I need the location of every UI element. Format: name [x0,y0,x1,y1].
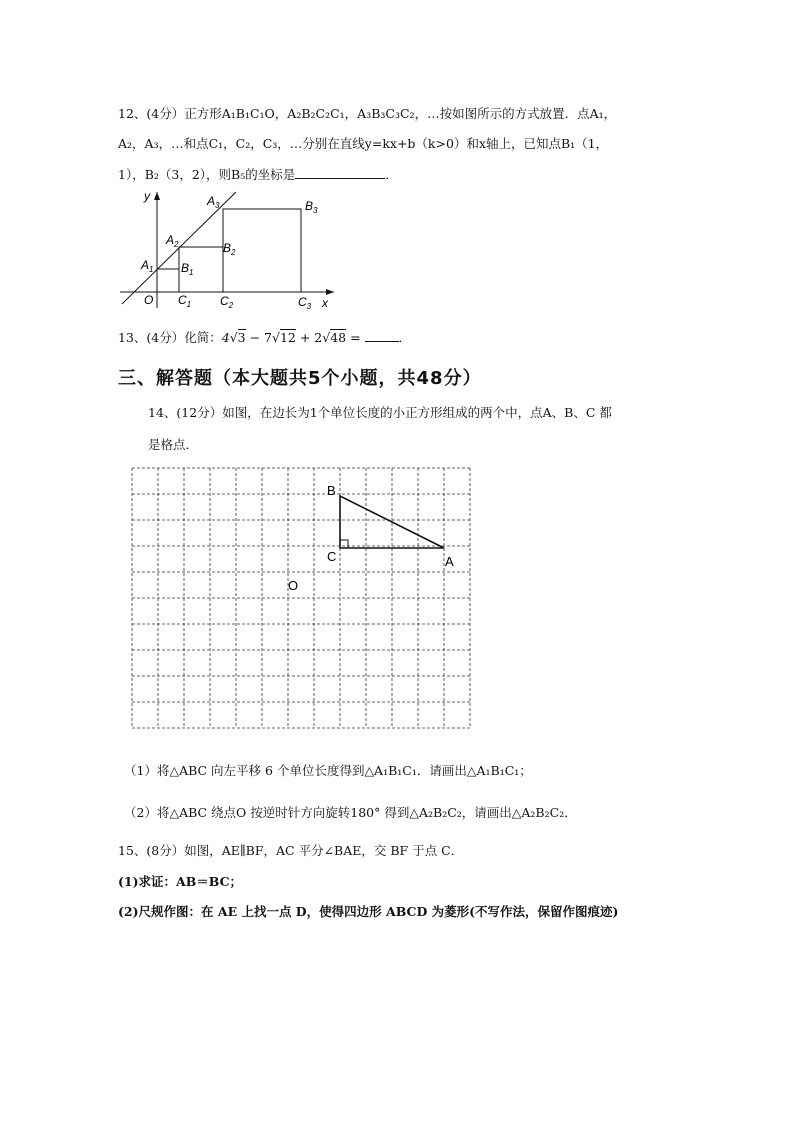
q13-radicand-b: 12 [279,330,296,345]
q12-c1-letter: C [178,293,187,307]
q12-b3-sub: 3 [313,206,318,215]
q14-part-2: （2）将△ABC 绕点O 按逆时针方向旋转180° 得到△A₂B₂C₂，请画出△A₂B₂C₂． [124,805,577,820]
q12-c3-letter: C [298,295,307,309]
q12-a3-label [206,194,220,210]
q14-grid-lines [132,468,470,728]
q12-c3-sub: 3 [306,302,312,311]
q12-c1-label [178,293,191,309]
q12-a2-letter: A [166,233,175,247]
q12-b1-letter: B [181,261,190,275]
section-heading: 三、解答题（本大题共5个小题，共48分） [118,368,482,389]
q13-equals: = [346,330,365,345]
q12-c2-letter: C [220,294,229,308]
q12-line-3-end: ． [385,167,398,182]
q14-part-1: （1）将△ABC 向左平移 6 个单位长度得到△A₁B₁C₁．请画出△A₁B₁C₁； [124,763,532,778]
q15-line-1: 15、(8分）如图，AE∥BF，AC 平分∠BAE，交 BF 于点 C． [118,843,464,858]
q14-right-angle-mark [340,540,348,548]
q12-answer-blank[interactable] [295,166,385,179]
q13-answer-blank[interactable] [365,329,399,342]
q13-radicand-a: 3 [237,330,246,345]
q12-c1-sub: 1 [186,300,192,309]
q13-coef-c: + 2 [295,330,323,345]
q13-prefix: 13、(4分）化简： [118,330,222,345]
q12-b1-sub: 1 [189,268,194,277]
q13-radicand-c: 48 [330,330,347,345]
q12-a1-letter: A [141,258,150,272]
q14-label-c: C [327,549,337,564]
q12-b2-letter: B [223,241,232,255]
q12-b1-label [181,261,193,277]
q12-origin-label: O [144,293,154,307]
q13-coef-a: 4 [221,330,230,345]
q12-line-3-text: 1），B₂（3，2），则B₅的坐标是 [118,167,296,182]
q13-line: 13、(4分）化简：4√3 − 7√12 + 2√48 = ． [118,330,412,345]
q12-line-3 [118,166,398,183]
q14-label-a: A [445,554,454,569]
q12-line-1: 12、(4分）正方形A₁B₁C₁O，A₂B₂C₂C₁，A₃B₃C₃C₂，…按如图所示的方式放置．点A₁， [118,106,617,121]
q13-coef-b: − 7 [245,330,272,345]
q15-line-3: (2)尺规作图：在 AE 上找一点 D，使得四边形 ABCD 为菱形(不写作法，保留作图痕迹) [118,904,619,919]
q15-line-2: (1)求证：AB＝BC； [118,874,243,889]
q14-line-2: 是格点． [148,437,199,452]
q12-a3-letter: A [207,194,216,208]
q14-grid-figure [128,464,472,738]
q12-a2-sub: 2 [174,240,179,249]
q12-b2-sub: 2 [231,248,236,257]
q12-a2-label [165,233,179,249]
q12-b2-label [223,241,236,257]
q12-a1-sub: 1 [149,265,154,274]
q12-a1-label [140,258,153,274]
q12-x-label: x [322,296,328,310]
q12-c3-label [298,295,312,311]
q12-b3-label [305,199,318,215]
q13-suffix: ． [398,330,412,345]
q14-label-b: B [327,483,336,498]
q12-c2-sub: 2 [228,301,234,310]
q14-label-o: O [288,578,299,593]
q12-c2-label [220,294,234,310]
q12-y-label: y [144,189,150,203]
q12-a3-sub: 3 [215,201,220,210]
q14-line-1: 14、(12分）如图，在边长为1个单位长度的小正方形组成的两个中，点A、B、C 都 [148,405,612,420]
q12-line-2: A₂，A₃，…和点C₁，C₂，C₃，…分别在直线y=kx+b（k>0）和x轴上，已知点B₁（1， [118,136,609,151]
q12-figure [112,186,342,312]
q12-b3-letter: B [305,199,314,213]
